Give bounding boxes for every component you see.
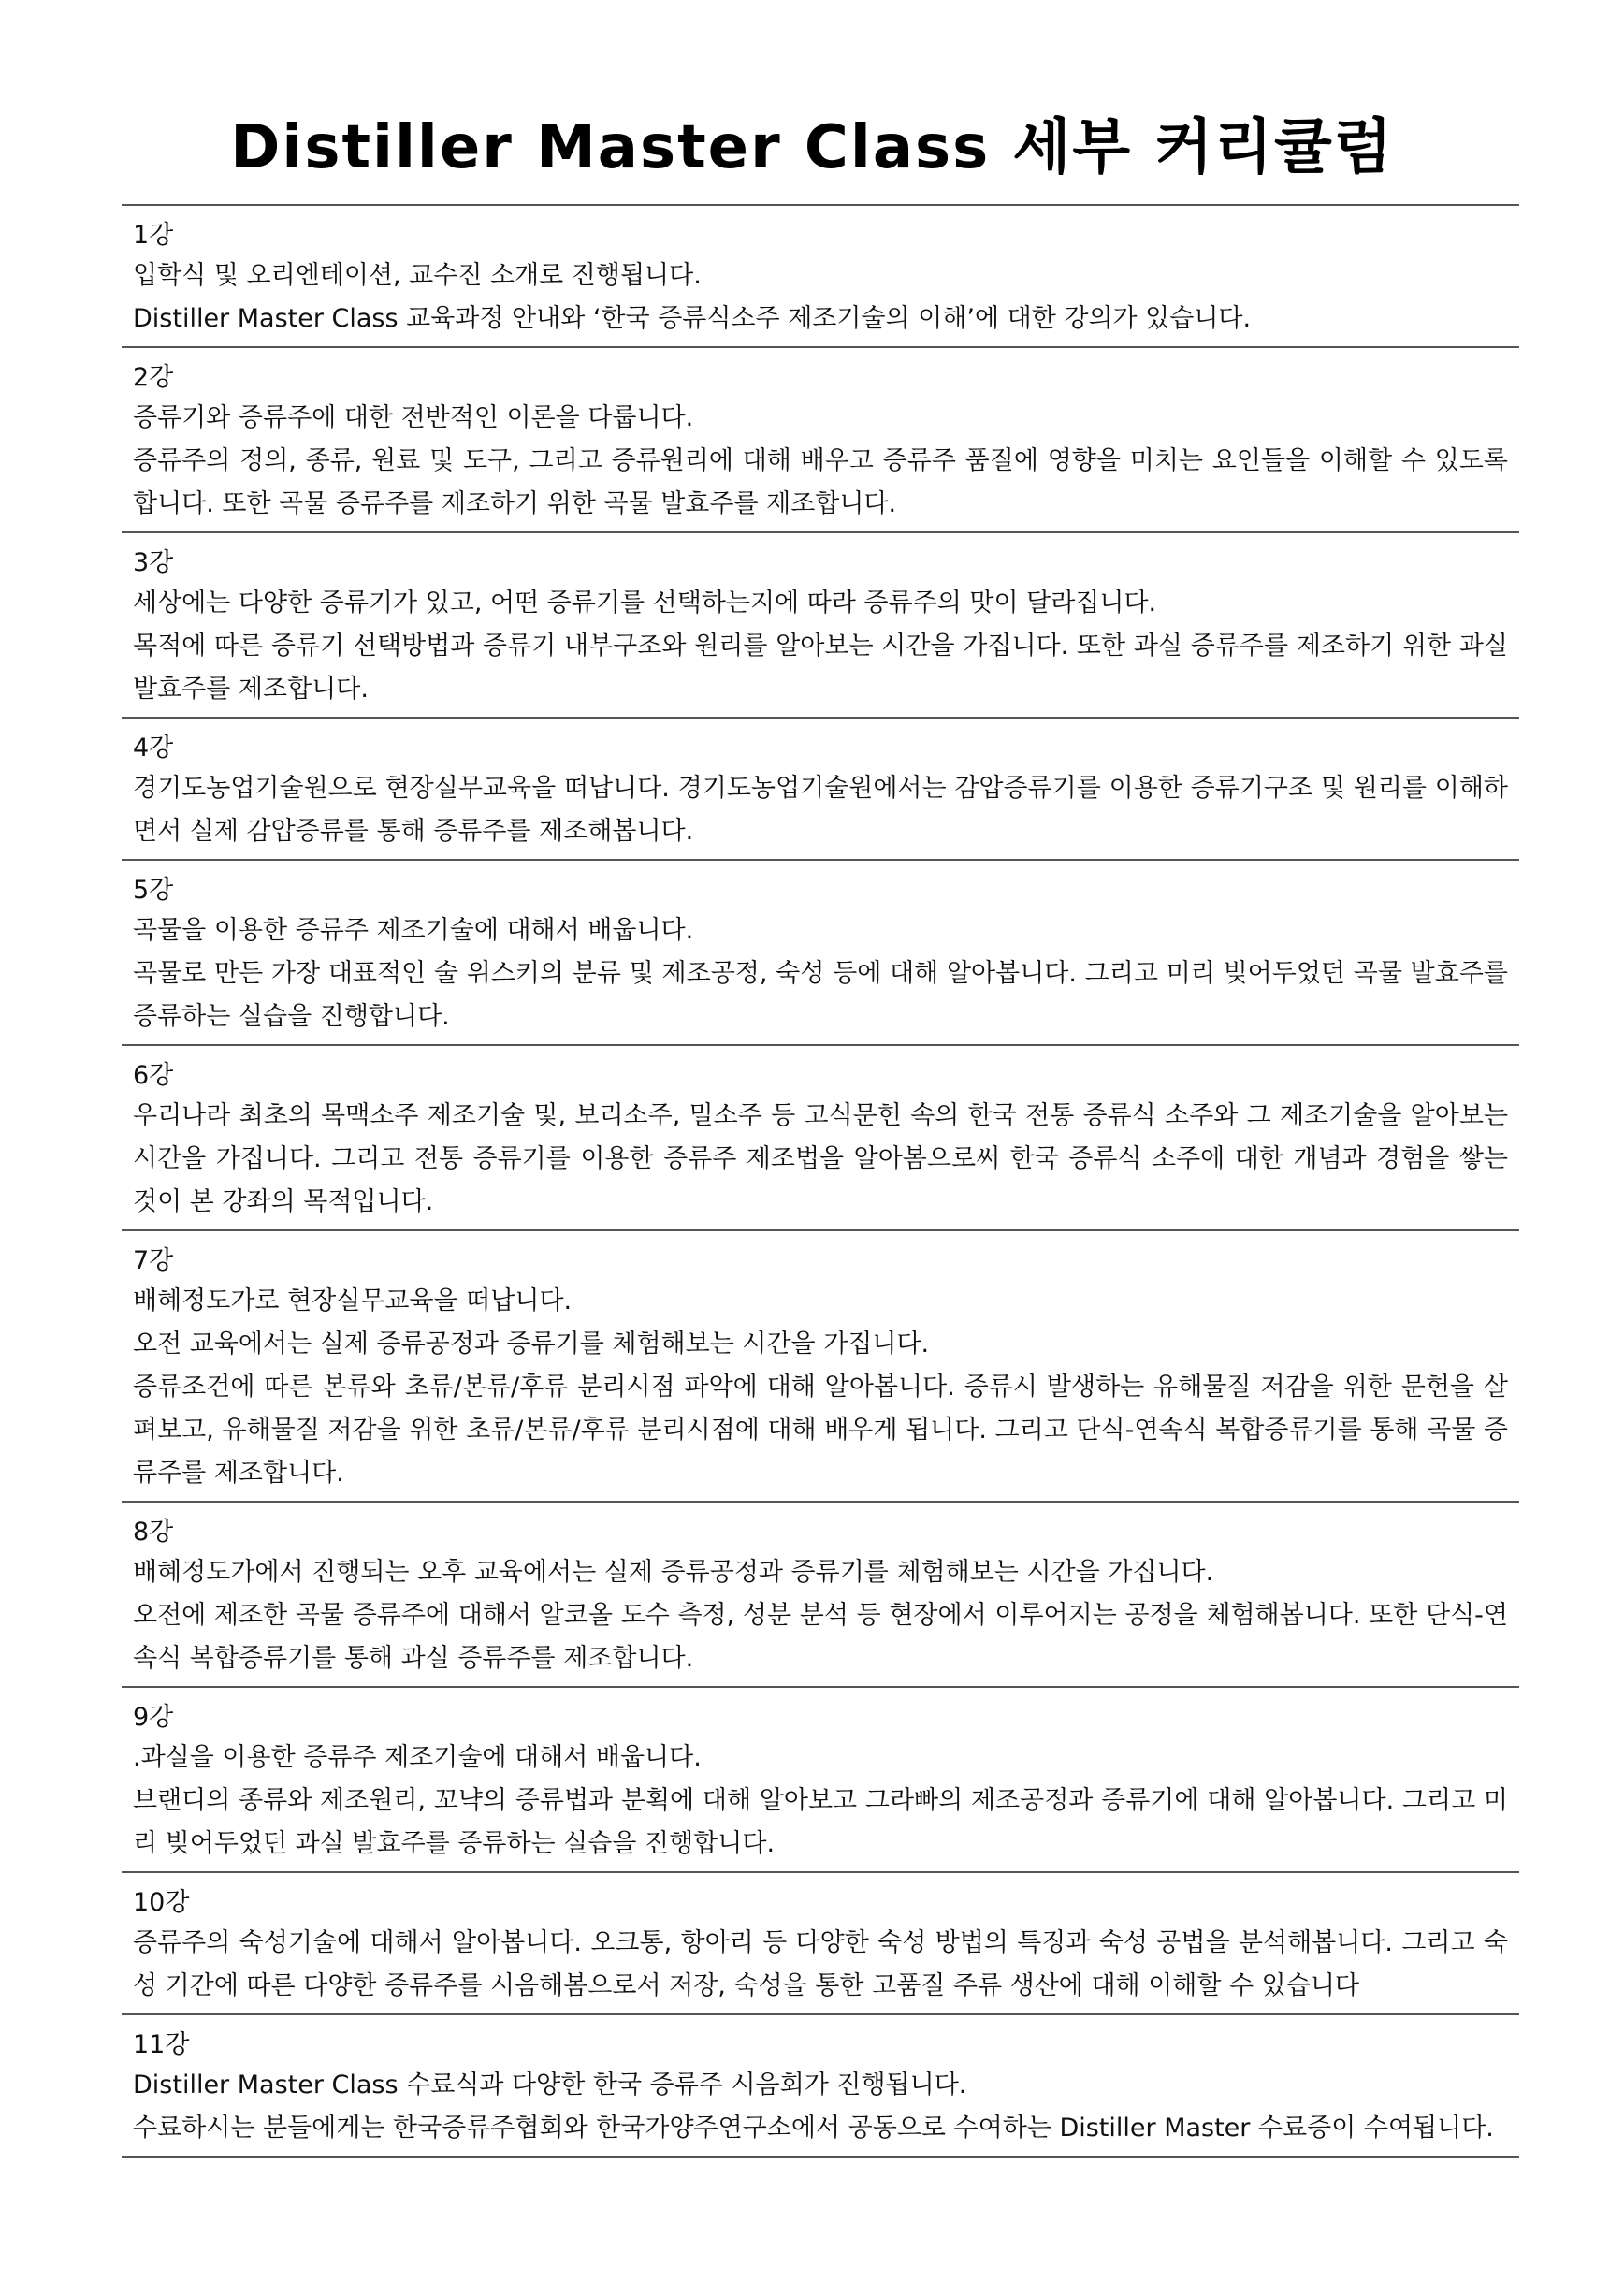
lesson-9 [122,1688,1519,1873]
lesson-8 [122,1503,1519,1688]
lesson-number: 10강 [133,1888,190,1917]
lesson-3 [122,533,1519,719]
lesson-number: 11강 [133,2030,190,2059]
lesson-text: Distiller Master Class 수료식과 다양한 한국 증류주 시음회가 진행됩니다. [133,2071,967,2100]
lesson-text: 입학식 및 오리엔테이션, 교수진 소개로 진행됩니다. [133,261,702,290]
lesson-number: 1강 [133,221,174,250]
lesson-text: 곡물로 만든 가장 대표적인 술 위스키의 분류 및 제조공정, 숙성 등에 대해 알아봅니다. 그리고 미리 빚어두었던 곡물 발효주를 증류하는 실습을 진행합니다. [133,959,1508,1031]
lesson-number: 5강 [133,876,174,905]
lesson-text: 증류주의 숙성기술에 대해서 알아봅니다. 오크통, 항아리 등 다양한 숙성 방법의 특징과 숙성 공법을 분석해봅니다. 그리고 숙성 기간에 따른 다양한 증류주를 시음해봄으로서 저장, 숙성을 통한 고품질 주류 생산에 대해 이해할 수 있습니다 [133,1928,1508,2000]
lesson-text: 배혜정도가로 현장실무교육을 떠납니다. [133,1286,573,1315]
lesson-7 [122,1231,1519,1503]
lesson-6 [122,1046,1519,1231]
lesson-number: 2강 [133,363,174,392]
lesson-text: 세상에는 다양한 증류기가 있고, 어떤 증류기를 선택하는지에 따라 증류주의 맛이 달라집니다. [133,589,1157,618]
lesson-text: 오전에 제조한 곡물 증류주에 대해서 알코올 도수 측정, 성분 분석 등 현장에서 이루어지는 공정을 체험해봅니다. 또한 단식-연속식 복합증류기를 통해 과실 증류주를 제조합니다. [133,1601,1508,1673]
lesson-text: 증류기와 증류주에 대한 전반적인 이론을 다룹니다. [133,403,694,432]
lesson-number: 7강 [133,1246,174,1275]
lesson-5 [122,861,1519,1046]
lesson-text: 오전 교육에서는 실제 증류공정과 증류기를 체험해보는 시간을 가집니다. [133,1330,930,1359]
lesson-number: 6강 [133,1061,174,1090]
lesson-text: 브랜디의 종류와 제조원리, 꼬냑의 증류법과 분획에 대해 알아보고 그라빠의 제조공정과 증류기에 대해 알아봅니다. 그리고 미리 빚어두었던 과실 발효주를 증류하는 실습을 진행합니다. [133,1786,1509,1858]
lesson-11 [122,2015,1519,2158]
lesson-text: 목적에 따른 증류기 선택방법과 증류기 내부구조와 원리를 알아보는 시간을 가집니다. 또한 과실 증류주를 제조하기 위한 과실 발효주를 제조합니다. [133,632,1508,704]
lesson-text: 경기도농업기술원으로 현장실무교육을 떠납니다. 경기도농업기술원에서는 감압증류기를 이용한 증류기구조 및 원리를 이해하면서 실제 감압증류를 통해 증류주를 제조해봅니다. [133,774,1508,846]
lesson-1 [122,206,1519,348]
lesson-text: .과실을 이용한 증류주 제조기술에 대해서 배웁니다. [133,1743,702,1772]
lesson-10 [122,1873,1519,2015]
lesson-number: 9강 [133,1703,174,1732]
curriculum-list [122,204,1519,2158]
lesson-text: Distiller Master Class 교육과정 안내와 ‘한국 증류식소주 제조기술의 이해’에 대한 강의가 있습니다. [133,304,1252,333]
lesson-4 [122,719,1519,861]
lesson-text: 수료하시는 분들에게는 한국증류주협회와 한국가양주연구소에서 공동으로 수여하는 Distiller Master 수료증이 수여됩니다. [133,2114,1494,2143]
lesson-text: 증류주의 정의, 종류, 원료 및 도구, 그리고 증류원리에 대해 배우고 증류주 품질에 영향을 미치는 요인들을 이해할 수 있도록 합니다. 또한 곡물 증류주를 제조하기 위한 곡물 발효주를 제조합니다. [133,446,1508,518]
lesson-number: 3강 [133,548,174,577]
lesson-text: 곡물을 이용한 증류주 제조기술에 대해서 배웁니다. [133,916,694,945]
lesson-text: 우리나라 최초의 목맥소주 제조기술 및, 보리소주, 밀소주 등 고식문헌 속의 한국 전통 증류식 소주와 그 제조기술을 알아보는 시간을 가집니다. 그리고 전통 증류기를 이용한 증류주 제조법을 알아봄으로써 한국 증류식 소주에 대한 개념과 경험을 쌓는 것이 본 강좌의 목적입니다. [133,1101,1508,1216]
lesson-number: 4강 [133,734,174,763]
lesson-number: 8강 [133,1518,174,1547]
page-title: Distiller Master Class 세부 커리큘럼 [230,113,1394,182]
lesson-text: 배혜정도가에서 진행되는 오후 교육에서는 실제 증류공정과 증류기를 체험해보는 시간을 가집니다. [133,1558,1214,1587]
lesson-text: 증류조건에 따른 본류와 초류/본류/후류 분리시점 파악에 대해 알아봅니다. 증류시 발생하는 유해물질 저감을 위한 문헌을 살펴보고, 유해물질 저감을 위한 초류/본류/후류 분리시점에 대해 배우게 됩니다. 그리고 단식-연속식 복합증류기를 통해 곡물 증류주를 제조합니다. [133,1373,1508,1488]
lesson-2 [122,348,1519,533]
